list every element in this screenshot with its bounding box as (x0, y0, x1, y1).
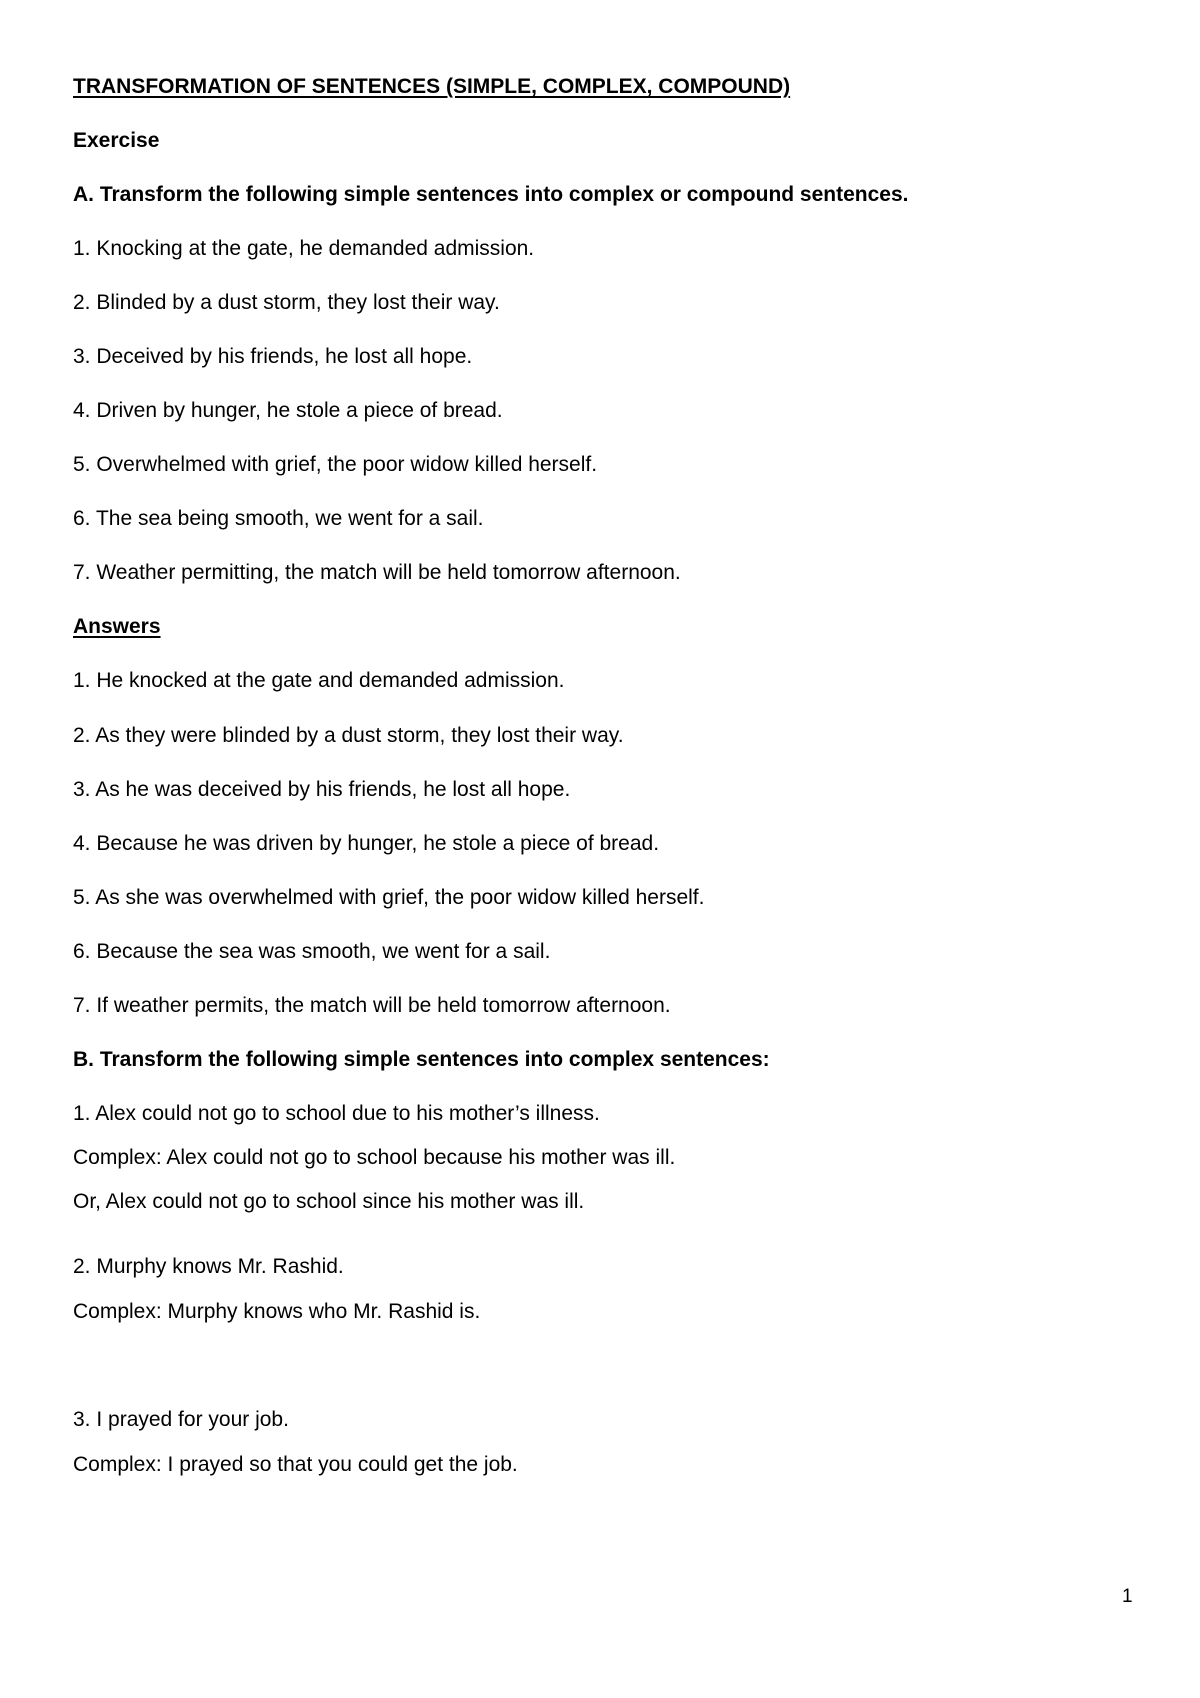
section-b-complex: Complex: Alex could not go to school because his mother was ill. (73, 1146, 676, 1169)
section-b-sentence: 2. Murphy knows Mr. Rashid. (73, 1255, 344, 1278)
section-b-sentence: 1. Alex could not go to school due to his mother’s illness. (73, 1102, 600, 1125)
section-b-complex: Complex: I prayed so that you could get the job. (73, 1453, 518, 1476)
section-b-alternative: Or, Alex could not go to school since his mother was ill. (73, 1190, 585, 1213)
answers-heading: Answers (73, 615, 161, 638)
question-item: 6. The sea being smooth, we went for a sail. (73, 507, 484, 530)
answer-item: 7. If weather permits, the match will be held tomorrow afternoon. (73, 994, 671, 1017)
document-title: TRANSFORMATION OF SENTENCES (SIMPLE, COMPLEX, COMPOUND) (73, 75, 791, 98)
answer-item: 4. Because he was driven by hunger, he stole a piece of bread. (73, 832, 660, 855)
section-b-complex: Complex: Murphy knows who Mr. Rashid is. (73, 1300, 481, 1323)
section-b-sentence: 3. I prayed for your job. (73, 1408, 289, 1431)
question-item: 4. Driven by hunger, he stole a piece of bread. (73, 399, 503, 422)
question-item: 5. Overwhelmed with grief, the poor widow killed herself. (73, 453, 598, 476)
answer-item: 1. He knocked at the gate and demanded admission. (73, 669, 565, 692)
question-item: 7. Weather permitting, the match will be held tomorrow afternoon. (73, 561, 681, 584)
question-item: 2. Blinded by a dust storm, they lost their way. (73, 291, 500, 314)
answer-item: 2. As they were blinded by a dust storm, they lost their way. (73, 724, 624, 747)
exercise-heading: Exercise (73, 129, 160, 152)
answer-item: 6. Because the sea was smooth, we went for a sail. (73, 940, 551, 963)
question-item: 1. Knocking at the gate, he demanded admission. (73, 237, 535, 260)
section-b-instruction: B. Transform the following simple sentences into complex sentences: (73, 1048, 770, 1071)
answer-item: 3. As he was deceived by his friends, he lost all hope. (73, 778, 571, 801)
question-item: 3. Deceived by his friends, he lost all hope. (73, 345, 473, 368)
section-a-instruction: A. Transform the following simple sentences into complex or compound sentences. (73, 183, 909, 206)
page-number: 1 (1122, 1586, 1133, 1607)
answer-item: 5. As she was overwhelmed with grief, the poor widow killed herself. (73, 886, 705, 909)
